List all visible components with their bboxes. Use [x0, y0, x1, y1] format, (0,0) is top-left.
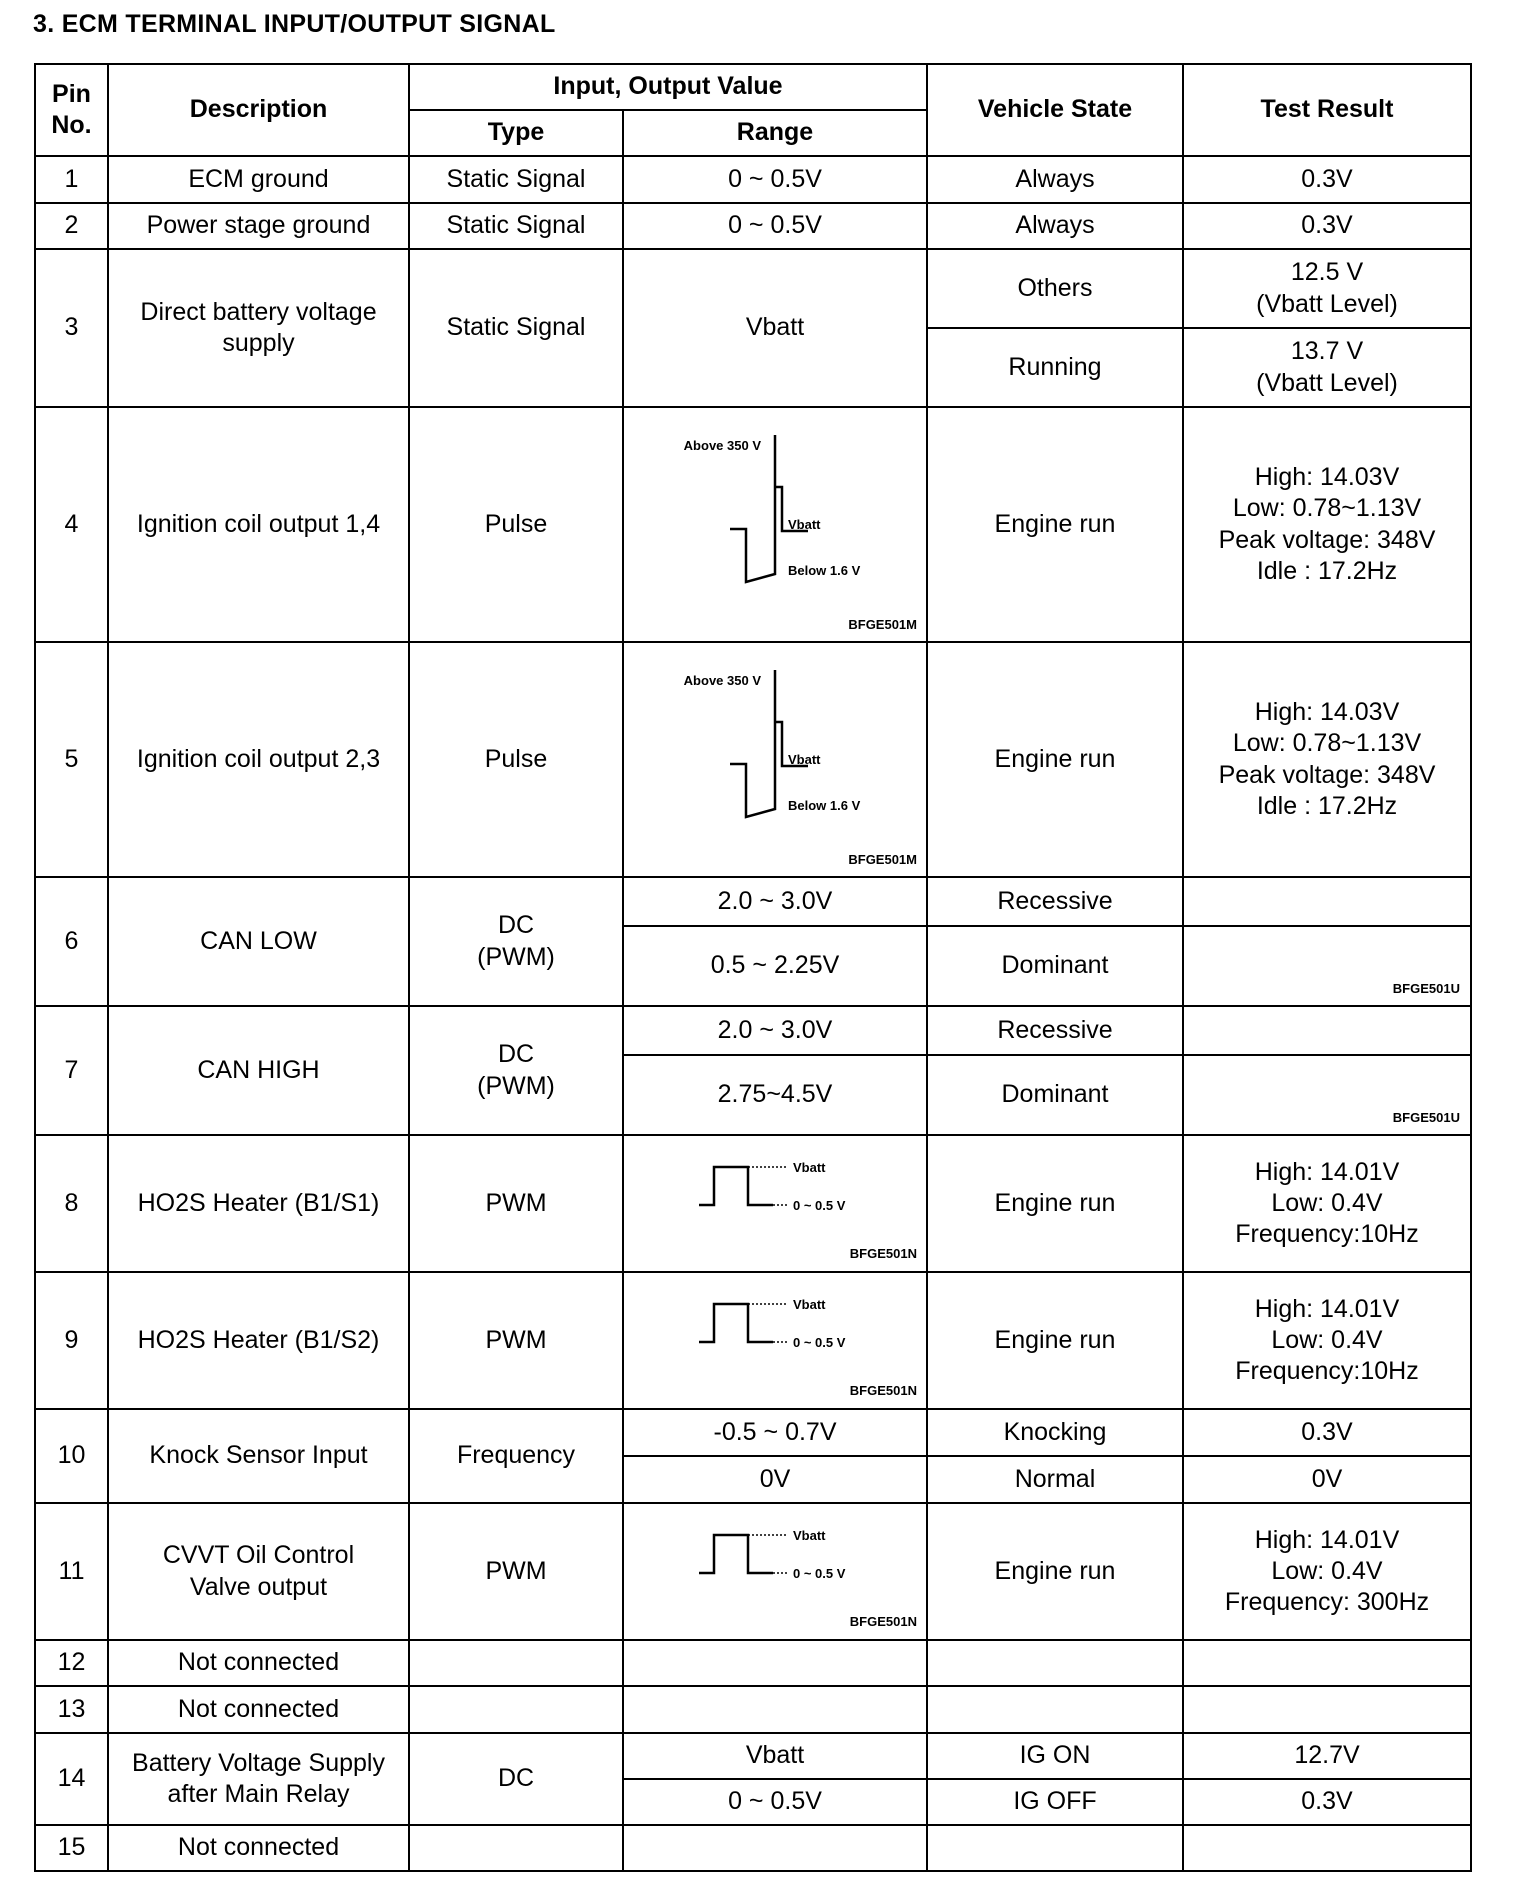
signal-type — [409, 1640, 623, 1686]
figure-code: BFGE501N — [849, 1383, 917, 1398]
vehicle-state: IG OFF — [927, 1779, 1183, 1825]
test-result-text: High: 14.03V Low: 0.78~1.13V Peak voltage: 348V Idle : 17.2Hz — [1218, 698, 1436, 820]
table-row — [35, 1686, 1471, 1733]
table-row — [35, 1006, 1471, 1055]
table-row — [35, 1409, 1471, 1456]
description: Ignition coil output 1,4 — [108, 407, 409, 642]
range-waveform — [623, 407, 927, 642]
pin-number: 11 — [35, 1503, 108, 1640]
range: Vbatt — [623, 249, 927, 407]
signal-type — [409, 1686, 623, 1733]
pin-number: 10 — [35, 1409, 108, 1503]
test-result — [1183, 1135, 1471, 1272]
table-row — [35, 1825, 1471, 1871]
test-result — [1183, 1456, 1471, 1503]
signal-type: PWM — [409, 1503, 623, 1640]
pwm-waveform-diagram — [627, 1274, 923, 1407]
pin-number: 5 — [35, 642, 108, 877]
test-result — [1183, 1409, 1471, 1456]
header-range: Range — [623, 110, 927, 156]
test-result — [1183, 1733, 1471, 1779]
low-label: 0 ~ 0.5 V — [793, 1198, 846, 1213]
pin-number: 14 — [35, 1733, 108, 1825]
test-result — [1183, 877, 1471, 926]
range: 0V — [623, 1456, 927, 1503]
vehicle-state: Engine run — [927, 642, 1183, 877]
signal-type: PWM — [409, 1135, 623, 1272]
table-row — [35, 249, 1471, 328]
vehicle-state: Engine run — [927, 407, 1183, 642]
table-row — [35, 1733, 1471, 1779]
description: CVVT Oil Control Valve output — [108, 1503, 409, 1640]
signal-type: DC (PWM) — [409, 877, 623, 1006]
figure-code: BFGE501U — [1392, 980, 1460, 996]
test-result-text: 13.7 V (Vbatt Level) — [1256, 337, 1398, 397]
header-description: Description — [108, 64, 409, 156]
test-result-text: 0.3V — [1301, 211, 1353, 240]
vehicle-state: Always — [927, 203, 1183, 249]
signal-type — [409, 1825, 623, 1871]
pwm-waveform-diagram — [627, 1137, 923, 1270]
vbatt-label: Vbatt — [788, 752, 821, 767]
pwm-trace — [699, 1535, 773, 1573]
above-label: Above 350 V — [683, 673, 761, 688]
pin-number: 7 — [35, 1006, 108, 1135]
test-result — [1183, 328, 1471, 407]
description: Power stage ground — [108, 203, 409, 249]
signal-type: Pulse — [409, 407, 623, 642]
ecm-signal-table — [34, 63, 1472, 1872]
table-row — [35, 203, 1471, 249]
pin-number: 1 — [35, 156, 108, 203]
ignition-waveform-diagram — [627, 644, 923, 875]
signal-type: Static Signal — [409, 203, 623, 249]
vehicle-state: Dominant — [927, 926, 1183, 1006]
figure-code: BFGE501N — [849, 1246, 917, 1261]
range: 0.5 ~ 2.25V — [623, 926, 927, 1006]
pin-number: 2 — [35, 203, 108, 249]
test-result — [1183, 1686, 1471, 1733]
table-row — [35, 156, 1471, 203]
test-result-text: High: 14.01V Low: 0.4V Frequency: 300Hz — [1224, 1525, 1430, 1617]
description: CAN HIGH — [108, 1006, 409, 1135]
figure-code: BFGE501N — [849, 1614, 917, 1629]
vehicle-state: Engine run — [927, 1272, 1183, 1409]
table-row — [35, 877, 1471, 926]
range: 2.0 ~ 3.0V — [623, 1006, 927, 1055]
header-io-value: Input, Output Value — [409, 64, 927, 110]
vehicle-state: Engine run — [927, 1503, 1183, 1640]
range: Vbatt — [623, 1733, 927, 1779]
test-result — [1183, 249, 1471, 328]
header-type: Type — [409, 110, 623, 156]
range: 0 ~ 0.5V — [623, 156, 927, 203]
test-result — [1183, 407, 1471, 642]
pin-number: 8 — [35, 1135, 108, 1272]
table-row — [35, 1135, 1471, 1272]
header-pin: Pin No. — [35, 64, 108, 156]
test-result-text: 0.3V — [1301, 1417, 1353, 1446]
table-row — [35, 1640, 1471, 1686]
signal-type: Frequency — [409, 1409, 623, 1503]
range-waveform — [623, 642, 927, 877]
low-label: 0 ~ 0.5 V — [793, 1566, 846, 1581]
vehicle-state: Always — [927, 156, 1183, 203]
range-waveform — [623, 1135, 927, 1272]
test-result-text: 0.3V — [1301, 164, 1353, 193]
pwm-trace — [699, 1167, 773, 1205]
pin-number: 3 — [35, 249, 108, 407]
test-result — [1183, 1006, 1471, 1055]
test-result-text: High: 14.03V Low: 0.78~1.13V Peak voltage: 348V Idle : 17.2Hz — [1218, 463, 1436, 585]
vehicle-state: Running — [927, 328, 1183, 407]
figure-code: BFGE501U — [1392, 1109, 1460, 1125]
low-label: 0 ~ 0.5 V — [793, 1335, 846, 1350]
signal-type: PWM — [409, 1272, 623, 1409]
vehicle-state: Normal — [927, 1456, 1183, 1503]
vehicle-state: IG ON — [927, 1733, 1183, 1779]
test-result — [1183, 1779, 1471, 1825]
description: ECM ground — [108, 156, 409, 203]
pwm-waveform-diagram — [627, 1505, 923, 1638]
signal-type: Static Signal — [409, 156, 623, 203]
range — [623, 1825, 927, 1871]
description: Battery Voltage Supply after Main Relay — [108, 1733, 409, 1825]
description: HO2S Heater (B1/S1) — [108, 1135, 409, 1272]
above-label: Above 350 V — [683, 438, 761, 453]
range-waveform — [623, 1272, 927, 1409]
vehicle-state — [927, 1686, 1183, 1733]
range — [623, 1686, 927, 1733]
pin-number: 9 — [35, 1272, 108, 1409]
pin-number: 13 — [35, 1686, 108, 1733]
vehicle-state: Recessive — [927, 1006, 1183, 1055]
test-result-text: 12.7V — [1294, 1741, 1360, 1770]
ignition-waveform-diagram — [627, 409, 923, 640]
test-result — [1183, 203, 1471, 249]
range: 2.0 ~ 3.0V — [623, 877, 927, 926]
test-result — [1183, 1640, 1471, 1686]
description: Not connected — [108, 1825, 409, 1871]
range-waveform — [623, 1503, 927, 1640]
description: HO2S Heater (B1/S2) — [108, 1272, 409, 1409]
vehicle-state: Others — [927, 249, 1183, 328]
range: 2.75~4.5V — [623, 1055, 927, 1135]
test-result — [1183, 1055, 1471, 1135]
vbatt-label: Vbatt — [793, 1160, 826, 1175]
vehicle-state: Knocking — [927, 1409, 1183, 1456]
vehicle-state — [927, 1825, 1183, 1871]
pin-number: 15 — [35, 1825, 108, 1871]
test-result — [1183, 156, 1471, 203]
vbatt-label: Vbatt — [793, 1297, 826, 1312]
figure-code: BFGE501M — [848, 852, 917, 867]
signal-type: Static Signal — [409, 249, 623, 407]
description: Ignition coil output 2,3 — [108, 642, 409, 877]
description: Not connected — [108, 1686, 409, 1733]
pin-number: 12 — [35, 1640, 108, 1686]
description: Not connected — [108, 1640, 409, 1686]
test-result-text: 12.5 V (Vbatt Level) — [1256, 258, 1398, 318]
vehicle-state: Engine run — [927, 1135, 1183, 1272]
vbatt-label: Vbatt — [788, 517, 821, 532]
below-label: Below 1.6 V — [788, 563, 861, 578]
range: -0.5 ~ 0.7V — [623, 1409, 927, 1456]
test-result-text: 0V — [1311, 1464, 1343, 1493]
pin-number: 4 — [35, 407, 108, 642]
test-result-text: 0.3V — [1301, 1787, 1353, 1816]
vehicle-state: Dominant — [927, 1055, 1183, 1135]
pulse-trace — [730, 435, 775, 582]
section-title: 3. ECM TERMINAL INPUT/OUTPUT SIGNAL — [33, 10, 556, 38]
description: Knock Sensor Input — [108, 1409, 409, 1503]
signal-type: Pulse — [409, 642, 623, 877]
figure-code: BFGE501M — [848, 617, 917, 632]
vehicle-state: Recessive — [927, 877, 1183, 926]
table-row — [35, 1503, 1471, 1640]
test-result — [1183, 1272, 1471, 1409]
header-vehicle-state: Vehicle State — [927, 64, 1183, 156]
table-row — [35, 642, 1471, 877]
test-result-text: High: 14.01V Low: 0.4V Frequency:10Hz — [1235, 1157, 1419, 1249]
description: CAN LOW — [108, 877, 409, 1006]
range: 0 ~ 0.5V — [623, 1779, 927, 1825]
test-result — [1183, 642, 1471, 877]
pin-number: 6 — [35, 877, 108, 1006]
pulse-trace — [730, 670, 775, 817]
below-label: Below 1.6 V — [788, 798, 861, 813]
test-result — [1183, 926, 1471, 1006]
test-result — [1183, 1503, 1471, 1640]
vehicle-state — [927, 1640, 1183, 1686]
description: Direct battery voltage supply — [108, 249, 409, 407]
range — [623, 1640, 927, 1686]
test-result-text: High: 14.01V Low: 0.4V Frequency:10Hz — [1235, 1294, 1419, 1386]
test-result — [1183, 1825, 1471, 1871]
vbatt-label: Vbatt — [793, 1528, 826, 1543]
signal-type: DC (PWM) — [409, 1006, 623, 1135]
table-row — [35, 1272, 1471, 1409]
pwm-trace — [699, 1304, 773, 1342]
header-test-result: Test Result — [1183, 64, 1471, 156]
table-row — [35, 407, 1471, 642]
range: 0 ~ 0.5V — [623, 203, 927, 249]
signal-type: DC — [409, 1733, 623, 1825]
